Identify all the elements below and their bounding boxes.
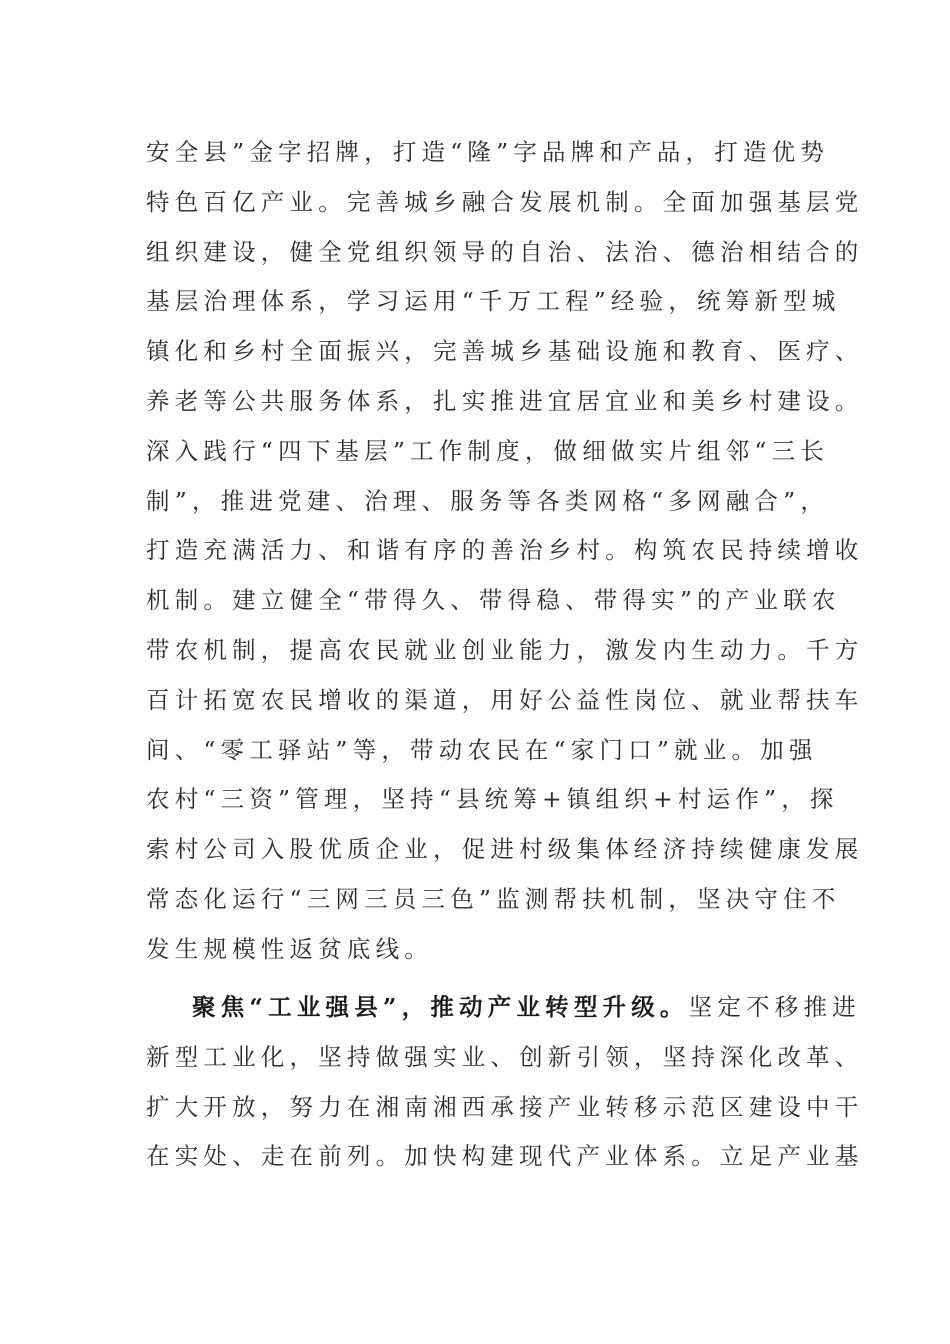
text-line: 索村公司入股优质企业，促进村级集体经济持续健康发展 (146, 835, 864, 864)
text-line: 养老等公共服务体系，扎实推进宜居宜业和美乡村建设。 (146, 386, 864, 415)
text-line: 百计拓宽农民增收的渠道，用好公益性岗位、就业帮扶车 (146, 685, 864, 714)
text-run: 坚定不移推进 (688, 993, 861, 1021)
text-line: 新型工业化，坚持做强实业、创新引领，坚持深化改革、 (146, 1042, 864, 1071)
text-line: 在实处、走在前列。加快构建现代产业体系。立足产业基 (146, 1142, 864, 1171)
paragraph-industrial-upgrade (146, 983, 864, 1182)
text-line: 常态化运行“三网三员三色”监测帮扶机制，坚决守住不 (146, 884, 841, 913)
text-line: 深入践行“四下基层”工作制度，做细做实片组邻“三长 (146, 436, 830, 465)
text-line: 特色百亿产业。完善城乡融合发展机制。全面加强基层党 (146, 187, 864, 216)
text-line: 打造充满活力、和谐有序的善治乡村。构筑农民持续增收 (146, 536, 864, 565)
paragraph-rural-governance (146, 128, 864, 975)
text-line: 机制。建立健全“带得久、带得稳、带得实”的产业联农 (146, 586, 841, 615)
section-heading: 聚焦“工业强县”，推动产业转型升级。 (192, 993, 689, 1021)
paragraph-first-line (146, 983, 861, 1033)
text-line: 带农机制，提高农民就业创业能力，激发内生动力。千方 (146, 635, 864, 664)
text-line: 基层治理体系，学习运用“千万工程”经验，统筹新型城 (146, 287, 841, 316)
text-line: 发生规模性返贫底线。 (146, 934, 433, 963)
text-line: 安全县”金字招牌，打造“隆”字品牌和产品，打造优势 (146, 138, 830, 166)
text-line: 间、“零工驿站”等，带动农民在“家门口”就业。加强 (146, 735, 818, 764)
text-line: 扩大开放，努力在湘南湘西承接产业转移示范区建设中干 (146, 1092, 864, 1121)
text-line: 镇化和乡村全面振兴，完善城乡基础设施和教育、医疗、 (146, 337, 864, 366)
text-line: 制”，推进党建、治理、服务等各类网格“多网融合”， (146, 486, 830, 515)
text-line: 组织建设，健全党组织领导的自治、法治、德治相结合的 (146, 237, 864, 266)
text-line: 农村“三资”管理，坚持“县统筹+镇组织+村运作”，探 (146, 785, 839, 814)
